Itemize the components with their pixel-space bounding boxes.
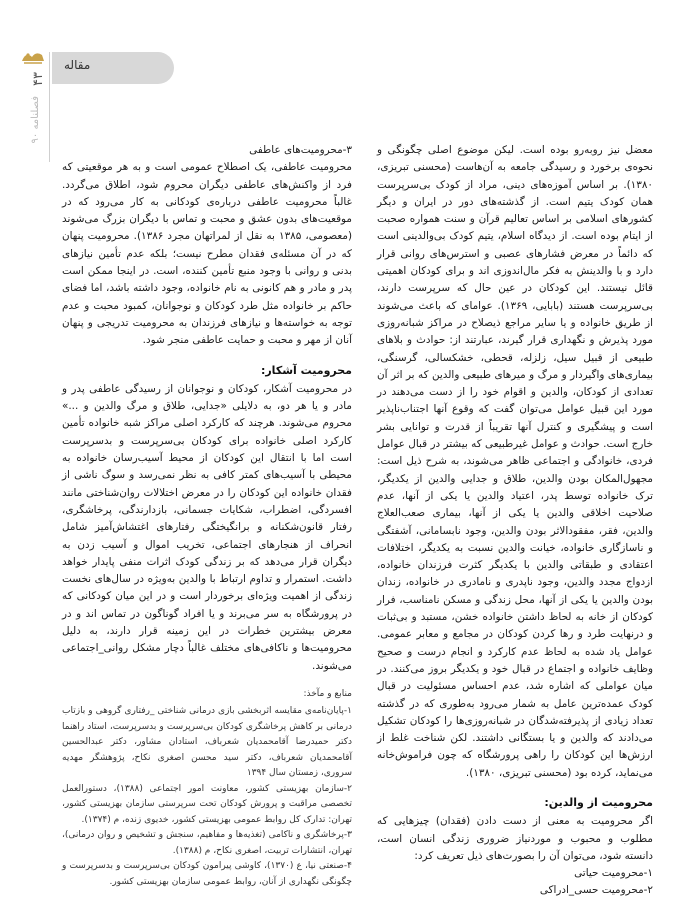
section-label: مقاله (64, 58, 91, 72)
reference-item: ۳-پرخاشگری و ناکامی (تغذیه‌ها و مفاهیم، سنجش و تشخیص و روان درمانی)، تهران، انتشارات تربیت، اصغری نکاح، م (۱۳۸۸). (62, 830, 352, 856)
body-paragraph: اگر محرومیت به معنی از دست دادن (فقدان) چیزهایی که مطلوب و محبوب و موردنیاز ضروری زندگی انسان است، دانسته شود، می‌توان آن را بصورت‌های ذیل تعریف کرد: (377, 815, 653, 862)
list-item: ۲-محرومیت حسی_ادراکی (539, 884, 653, 897)
margin-rule (49, 52, 50, 162)
section-tab (52, 52, 174, 84)
journal-logo-icon (20, 47, 46, 67)
section-heading: محرومیت از والدین: (544, 795, 653, 809)
references (62, 687, 352, 891)
body-paragraph: در محرومیت آشکار، کودکان و نوجوانان از رسیدگی عاطفی پدر و مادر و یا هر دو، به دلایلی «جدایی، طلاق و مرگ والدین و ...» محروم می‌شوند. هرچند که کارکرد اصلی مراکز شبه خانواده تأمین کارکرد اصلی خانواده برای کودکان بی‌سرپرست و بدسرپرست است اما با انتقال این کودکان از محیط آسیب‌رسان خانواده به محیطی با آسیب‌های کمتر کافی به نظر نمی‌رسد و سوگ ناشی از فقدان خانواده این کودکان را در معرض اختلالات روان‌شناختی مانند افسردگی، اضطراب، شکایات جسمانی، بازدارندگی، پرخاشگری، رفتار قانون‌شکنانه و برانگیختگی رفتارهای اغتشاش‌آمیز شامل انحراف از هنجارهای اجتماعی، تخریب اموال و آسیب زدن به دیگران قرار می‌دهد که بر زندگی کودک اثرات منفی پایدار خواهد داشت. استمرار و تداوم ارتباط با والدین به‌ویژه در سال‌های نخست زندگی از اهمیت ویژه‌ای برخوردار است و در این میان کودکانی که در پرورشگاه به سر می‌برند و یا افراد گوناگون در تماس اند و در معرض بیشترین خطرات در این زمینه قرار دارند، به دلیل محرومیت‌ها و ناکافی‌های مختلف غالباً دچار مشکل روانی_اجتماعی می‌شوند. (62, 382, 352, 672)
references-title: منابع و مآخذ: (303, 688, 352, 699)
journal-vertical-text: فصلنامه ۹۰ (30, 96, 41, 144)
reference-item: ۴-صنعتی نیا، ع (۱۳۷۰)، کاوشی پیرامون کودکان بی‌سرپرست و بدسرپرست و چگونگی نگهداری از آنان، روابط عمومی سازمان بهزیستی کشور. (62, 861, 353, 887)
page-number: ۴۳ (31, 72, 46, 86)
list-item-title: ۳-محرومیت‌های عاطفی (249, 144, 352, 156)
reference-item: ۱-پایان‌نامه‌ی مقایسه اثربخشی بازی درمانی شناختی _رفتاری گروهی و بازتاب درمانی بر کاهش پرخاشگری کودکان بی‌سرپرست و بدسرپرست، استاد راهنما دکتر حمیدرضا آقامحمدیان شعرباف، استادان مشاور، دکتر عبدالحسین آقامحمدیان شعرباف، دکتر سید محسن اصغری نکاح، پژوهشگر مهدیه سروری، زمستان سال ۱۳۹۴ (62, 706, 352, 779)
left-column (62, 142, 352, 890)
body-paragraph: معضل نیز روبه‌رو بوده است. لیکن موضوع اصلی چگونگی و نحوه‌ی برخورد و رسیدگی جامعه به آن‌هاست (محسنی تبریزی، ۱۳۸۰). بر اساس آموزه‌های دینی، مراد از کودک بی‌سرپرست همان کودک یتیم است. از گذشته‌های دور در ایران و دیگر کشورهای اسلامی بر اساس تعالیم قرآن و سنت همواره صحبت از ایتام بوده است. از دیدگاه اسلام، یتیم کودک بی‌والدینی است که دائماً در معرض فشارهای عصبی و استرس‌های روانی قرار دارد و با والدینش به فکر مال‌اندوزی اند و برای کودکان اهمیتی قائل نیستند. این کودکان در عین حال که سرپرست دارند، بی‌سرپرست هستند (بابایی، ۱۳۶۹). عوامای که باعث می‌شوند از طریق خانواده و یا سایر مراجع ذیصلاح در مراکز شبانه‌روزی مورد پذیرش و نگهداری قرار گیرند، عبارتند از: حوادث و بلاهای طبیعی از قبیل سیل، زلزله، قحطی، خشکسالی، گرسنگی، بیماری‌های واگیردار و مرگ و میرهای طبیعی والدین که بر اثر آن تعدادی از کودکان، والدین و اقوام خود را از دست می‌دهند در مورد این قبیل عوامل می‌توان گفت که وقوع آنها اجتناب‌ناپذیر است و پیشگیری و کنترل آنها تقریباً از قدرت و توانایی بشر خارج است. حوادث و عوامل غیرطبیعی که بیشتر در قبال عوامل فردی، خانوادگی و اجتماعی ظاهر می‌شوند، به شرح ذیل است: مجهول‌المکان بودن والدین، طلاق و جدایی والدین از یکدیگر، ترک خانواده توسط پدر، اعتیاد والدین یا یکی از آنها، عدم صلاحیت اخلاقی والدین یا یکی از آنها، بیماری صعب‌العلاج والدین، فقر، مفقودالاثر بودن والدین، وجود نابسامانی، آشفتگی و ناسازگاری خانواده، خیانت والدین نسبت به یکدیگر، اختلافات اعتقادی و طبقاتی والدین با یکدیگر کثرت فرزندان خانواده، ازدواج مجدد والدین، وجود ناپدری و نامادری در خانواده، زندان بودن والدین یا یکی از آنها، محل زندگی و مسکن نامناسب، فرار کودکان از خانه به لحاظ داشتن خانواده خشن، مستبد و بی‌ثبات و درنهایت طرد و رها کردن کودکان در مجامع و معابر عمومی. عوامل یاد شده به لحاظ عدم کارکرد و انجام درست و صحیح وظایف خانواده و اجتماع در قبال خود و یکدیگر بروز می‌کنند. در میان عواملی که اشاره شد، عدم احساس مسئولیت در قبال کودک عمده‌ترین عامل به شمار می‌رود به‌طوری که در گذشته تعداد زیادی از پذیرفته‌شدگان در شبانه‌روزی‌ها را کودکان تشکیل می‌دادند که والدین و یا بستگانی داشتند. لکن شناخت غلط از ارزش‌ها این کودکان را راهی پرورشگاه که چون فراموش‌خانه می‌نماید، کرده بود (محسنی تبریزی، ۱۳۸۰). (377, 144, 654, 779)
list-item: ۱-محرومیت حیاتی (574, 867, 653, 880)
section-heading: محرومیت آشکار: (260, 363, 352, 377)
reference-item: ۲-سازمان بهزیستی کشور، معاونت امور اجتماعی (۱۳۸۸)، دستورالعمل تخصصی مراقبت و پرورش کودکان تحت سرپرستی سازمان بهزیستی کشور، تهران: تدارک کل روابط عمومی بهزیستی کشور، خدیوی زنده، م (۱۳۷۴). (62, 783, 352, 825)
right-column (377, 142, 653, 900)
body-paragraph: محرومیت عاطفی، یک اصطلاح عمومی است و به هر موقعیتی که فرد از واکنش‌های عاطفی دیگران محروم شود، اطلاق می‌گردد. غالباً محرومیت عاطفی درباره‌ی کودکانی به کار می‌رود که در موقعیت‌های بدون عشق و محبت و تماس با دیگران بزرگ می‌شوند (معصومی، ۱۳۸۵ به نقل از لمراتهان مجرد ۱۳۸۶). محرومیت پنهان که در آن مسئله‌ی فقدان مطرح نیست؛ بلکه عدم تأمین نیازهای بدنی و روانی با وجود منبع تأمین کننده، است. در اینجا ممکن است پدر و مادر و هم کانونی به نام خانواده، وجود داشته باشد، اما فضای حاکم بر خانواده مثل طرد کودکان و نوجوانان، کمبود محبت و عدم توجه به خواسته‌ها و نیازهای فرزندان به محرومیت تدریجی و پنهان آنان از مهر و محبت و حمایت عاطفی منجر شود. (62, 161, 352, 347)
